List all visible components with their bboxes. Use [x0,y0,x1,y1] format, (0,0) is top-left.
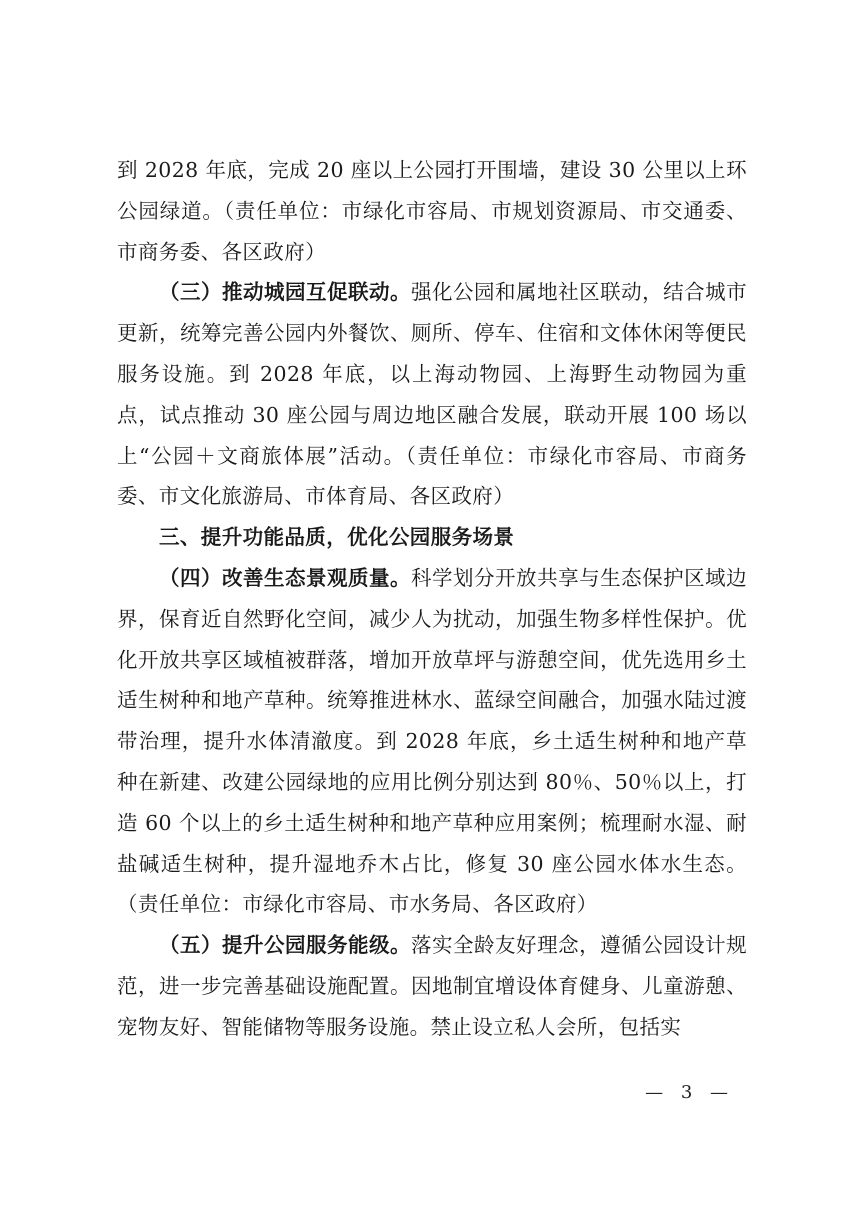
paragraph-section-4 [117,558,747,925]
paragraph-title: （四）改善生态景观质量。 [159,565,412,590]
paragraph-text: 强化公园和属地社区联动，结合城市更新，统筹完善公园内外餐饮、厕所、停车、住宿和文体休闲等便民服务设施。到 2028 年底，以上海动物园、上海野生动物园为重点，试点推动 30 座公园与周边地区融合发展，联动开展 100 场以上“公园＋文商旅体展”活动。（责任单位：市绿化市容局、市商务委、市文化旅游局、市体育局、各区政府） [117,280,747,509]
paragraph-title: （三）推动城园互促联动。 [159,280,412,305]
paragraph-title: （五）提升公园服务能级。 [159,933,412,958]
paragraph-text: 落实全龄友好理念，遵循公园设计规范，进一步完善基础设施配置。因地制宜增设体育健身、儿童游憩、宠物友好、智能储物等服务设施。禁止设立私人会所，包括实 [117,933,747,1039]
section-heading [117,517,747,558]
paragraph-section-3 [117,272,747,517]
paragraph-section-5 [117,925,747,1047]
paragraph-text: 到 2028 年底，完成 20 座以上公园打开围墙，建设 30 公里以上环公园绿道。（责任单位：市绿化市容局、市规划资源局、市交通委、市商务委、各区政府） [117,158,747,264]
paragraph-continuation [117,150,747,272]
section-heading-text: 三、提升功能品质，优化公园服务场景 [159,525,515,550]
page-number: — 3 — [645,1082,734,1103]
body-text [117,150,747,1048]
paragraph-text: 科学划分开放共享与生态保护区域边界，保育近自然野化空间，减少人为扰动，加强生物多样性保护。优化开放共享区域植被群落，增加开放草坪与游憩空间，优先选用乡土适生树种和地产草种。统筹推进林水、蓝绿空间融合，加强水陆过渡带治理，提升水体清澈度。到 2028 年底，乡土适生树种和地产草种在新建、改建公园绿地的应用比例分别达到 80％、50％以上，打造 60 个以上的乡土适生树种和地产草种应用案例；梳理耐水湿、耐盐碱适生树种，提升湿地乔木占比，修复 30 座公园水体水生态。（责任单位：市绿化市容局、市水务局、各区政府） [117,565,747,917]
